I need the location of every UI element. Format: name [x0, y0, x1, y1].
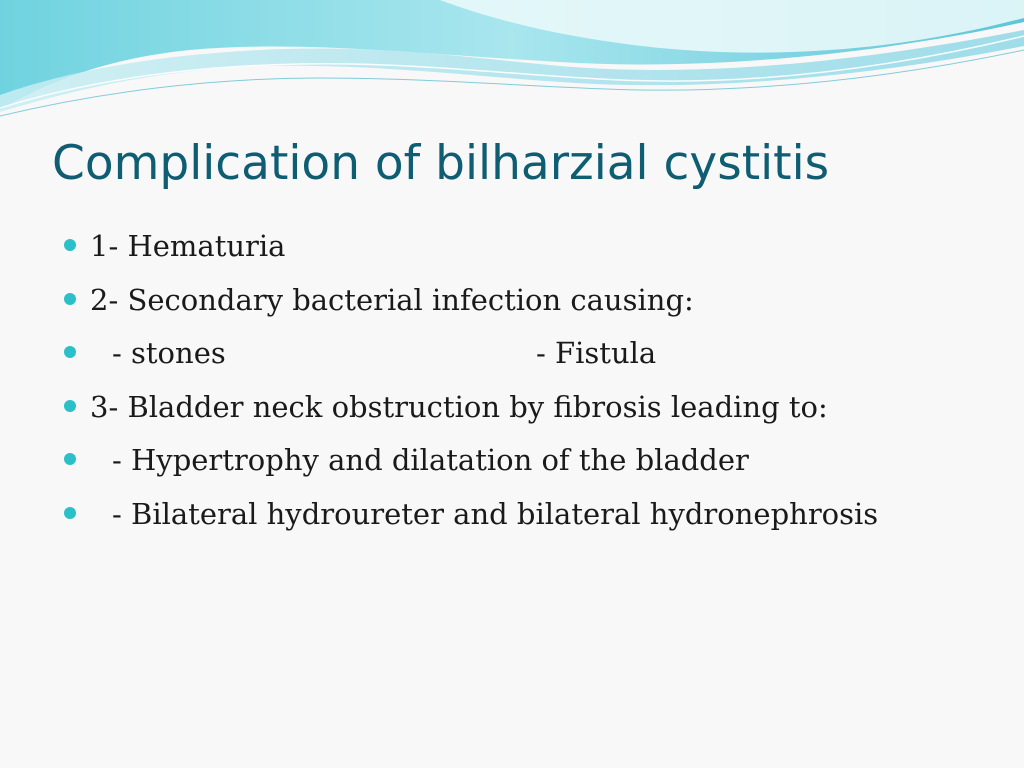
bullet-text: - stones [112, 336, 226, 370]
bullet-dot-icon [64, 400, 76, 412]
bullet-text: 1- Hematuria [90, 229, 286, 263]
bullet-text: - Bilateral hydroureter and bilateral hydronephrosis [112, 496, 879, 531]
bullet-item-hydronephrosis [60, 488, 1000, 542]
bullet-dot-icon [64, 453, 76, 465]
bullet-dot-icon [64, 239, 76, 251]
bullet-item-bladder-neck-obstruction [60, 381, 1000, 435]
bullet-item-secondary-infection [60, 274, 1000, 328]
bullet-dot-icon [64, 507, 76, 519]
header-wave-decoration [0, 0, 1024, 130]
bullet-dot-icon [64, 293, 76, 305]
bullet-item-hematuria [60, 220, 1000, 274]
bullet-text: 3- Bladder neck obstruction by fibrosis leading to: [90, 389, 828, 424]
bullet-text-second-column: - Fistula [536, 336, 657, 370]
bullet-text: - Hypertrophy and dilatation of the bladder [112, 443, 749, 477]
bullet-dot-icon [64, 346, 76, 358]
bullet-list [60, 220, 1000, 541]
slide-title: Complication of bilharzial cystitis [52, 136, 830, 191]
bullet-item-stones-fistula [60, 327, 1000, 381]
bullet-text: 2- Secondary bacterial infection causing: [90, 282, 694, 317]
bullet-item-hypertrophy [60, 434, 1000, 488]
